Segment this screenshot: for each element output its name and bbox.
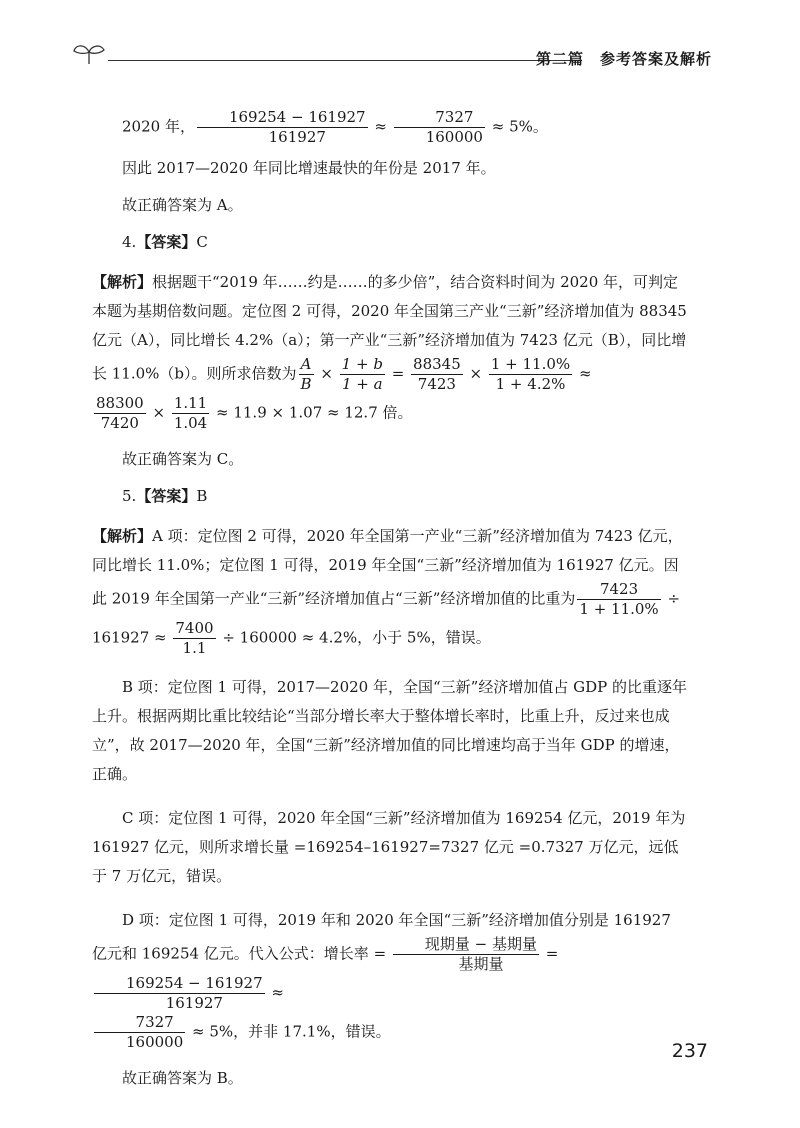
text: ≈ 5%。	[486, 117, 548, 136]
operator: ≈	[369, 117, 392, 136]
text: ≈ 11.9 × 1.07 ≈ 12.7 倍。	[211, 403, 413, 422]
numerator: 1 + 11.0%	[490, 355, 571, 373]
fraction	[94, 1013, 185, 1052]
numerator: 1.11	[173, 394, 208, 412]
page-body	[92, 104, 690, 1089]
operator: ≈	[266, 983, 284, 1002]
answer-letter: B	[196, 487, 208, 505]
fraction	[394, 108, 485, 147]
denominator: 1 + a	[342, 375, 383, 393]
denominator: 160000	[425, 128, 483, 146]
fraction	[411, 355, 463, 394]
numerator: 1 + b	[341, 355, 383, 373]
denominator: 7420	[100, 414, 139, 432]
denominator: 1.1	[182, 639, 207, 657]
header-title: 第二篇 参考答案及解析	[535, 50, 712, 68]
fraction	[94, 394, 146, 433]
text: ÷ 160000 ≈ 4.2%，小于 5%，错误。	[217, 628, 491, 647]
numerator: 88300	[96, 394, 144, 412]
fraction	[393, 935, 539, 974]
analysis-label: 【解析】	[92, 527, 153, 545]
numerator: 7327	[394, 108, 485, 128]
header-rule	[108, 60, 582, 61]
q5-answer-heading	[92, 485, 690, 507]
operator: =	[541, 944, 559, 963]
numerator: A	[299, 355, 314, 375]
answer-label: 【答案】	[136, 487, 197, 505]
denominator: 7423	[417, 375, 456, 393]
answer-letter: C	[196, 233, 208, 251]
analysis-label: 【解析】	[92, 273, 153, 291]
q5-item-d	[92, 906, 690, 1052]
numerator: 7423	[577, 580, 660, 600]
text: 2020 年，	[122, 117, 195, 136]
denominator: 160000	[126, 1033, 184, 1051]
q4-final-answer: 故正确答案为 C。	[122, 450, 244, 468]
numerator: 7400	[175, 619, 214, 637]
numerator: 169254 − 161927	[94, 974, 265, 994]
fraction	[94, 974, 265, 1013]
operator: ×	[315, 364, 338, 383]
fraction	[173, 619, 215, 658]
fraction	[197, 108, 368, 147]
fraction	[172, 394, 209, 433]
text: ≈ 5%，并非 17.1%，错误。	[187, 1022, 391, 1041]
operator: ÷ 161927 ≈	[92, 589, 681, 647]
denominator: 161927	[268, 128, 326, 146]
denominator: B	[300, 375, 312, 393]
numerator: 169254 − 161927	[197, 108, 368, 128]
operator: ×	[147, 403, 170, 422]
page-header	[72, 40, 712, 80]
q5-final-answer: 故正确答案为 B。	[122, 1069, 243, 1087]
paragraph-2020-calc	[92, 108, 690, 147]
q5-analysis-a	[92, 522, 690, 658]
question-number: 4.	[122, 233, 137, 251]
page-number: 237	[671, 1040, 708, 1062]
operator: ×	[464, 364, 487, 383]
text: D 项：定位图 1 可得，2019 年和 2020 年全国“三新”经济增加值分别是 161927 亿元和 169254 亿元。代入公式：增长率 =	[92, 911, 671, 963]
q4-answer-heading	[92, 231, 690, 253]
fraction	[577, 580, 660, 619]
denominator: 1 + 11.0%	[579, 600, 659, 618]
operator: =	[386, 364, 410, 383]
question-number: 5.	[122, 487, 137, 505]
text: A 项：定位图 2 可得，2020 年全国第一产业“三新”经济增加值为 7423 亿元，同比增长 11.0%；定位图 1 可得，2019 年全国“三新”经济增加值为 161927 亿元。因此 2019 年全国第一产业“三新”经济增加值占“三新”经济增加值的比重为	[92, 527, 683, 608]
numerator: 现期量 − 基期量	[393, 935, 539, 955]
numerator: 88345	[413, 355, 461, 373]
q5-item-b: B 项：定位图 1 可得，2017—2020 年，全国“三新”经济增加值占 GDP 的比重逐年上升。根据两期比重比较结论“当部分增长率大于整体增长率时，比重上升，反过来也成立”，故 2017—2020 年，全国“三新”经济增加值的同比增速均高于当年 GDP 的增速，正确。	[92, 678, 687, 783]
answer-label: 【答案】	[136, 233, 197, 251]
sprout-icon	[72, 42, 106, 66]
denominator: 1.04	[173, 414, 208, 432]
paragraph-conclusion: 因此 2017—2020 年同比增速最快的年份是 2017 年。	[122, 159, 496, 177]
q4-analysis	[92, 268, 690, 433]
numerator: 7327	[94, 1013, 185, 1033]
denominator: 基期量	[458, 955, 504, 973]
denominator: 161927	[165, 994, 223, 1012]
operator: ≈	[574, 364, 592, 383]
paragraph-answer-a: 故正确答案为 A。	[122, 196, 243, 214]
text: 根据题干“2019 年……约是……的多少倍”，结合资料时间为 2020 年，可判定本题为基期倍数问题。定位图 2 可得，2020 年全国第三产业“三新”经济增加值为 88345 亿元（A），同比增长 4.2%（a）；第一产业“三新”经济增加值为 7423 亿元（B），同比增长 11.0%（b）。则所求倍数为	[92, 273, 687, 383]
fraction	[340, 355, 385, 394]
denominator: 1 + 4.2%	[495, 375, 566, 393]
q5-item-c: C 项：定位图 1 可得，2020 年全国“三新”经济增加值为 169254 亿元，2019 年为 161927 亿元，则所求增长量 =169254–161927=7327 亿元 =0.7327 万亿元，远低于 7 万亿元，错误。	[92, 809, 686, 885]
fraction	[489, 355, 572, 394]
fraction	[299, 355, 314, 394]
